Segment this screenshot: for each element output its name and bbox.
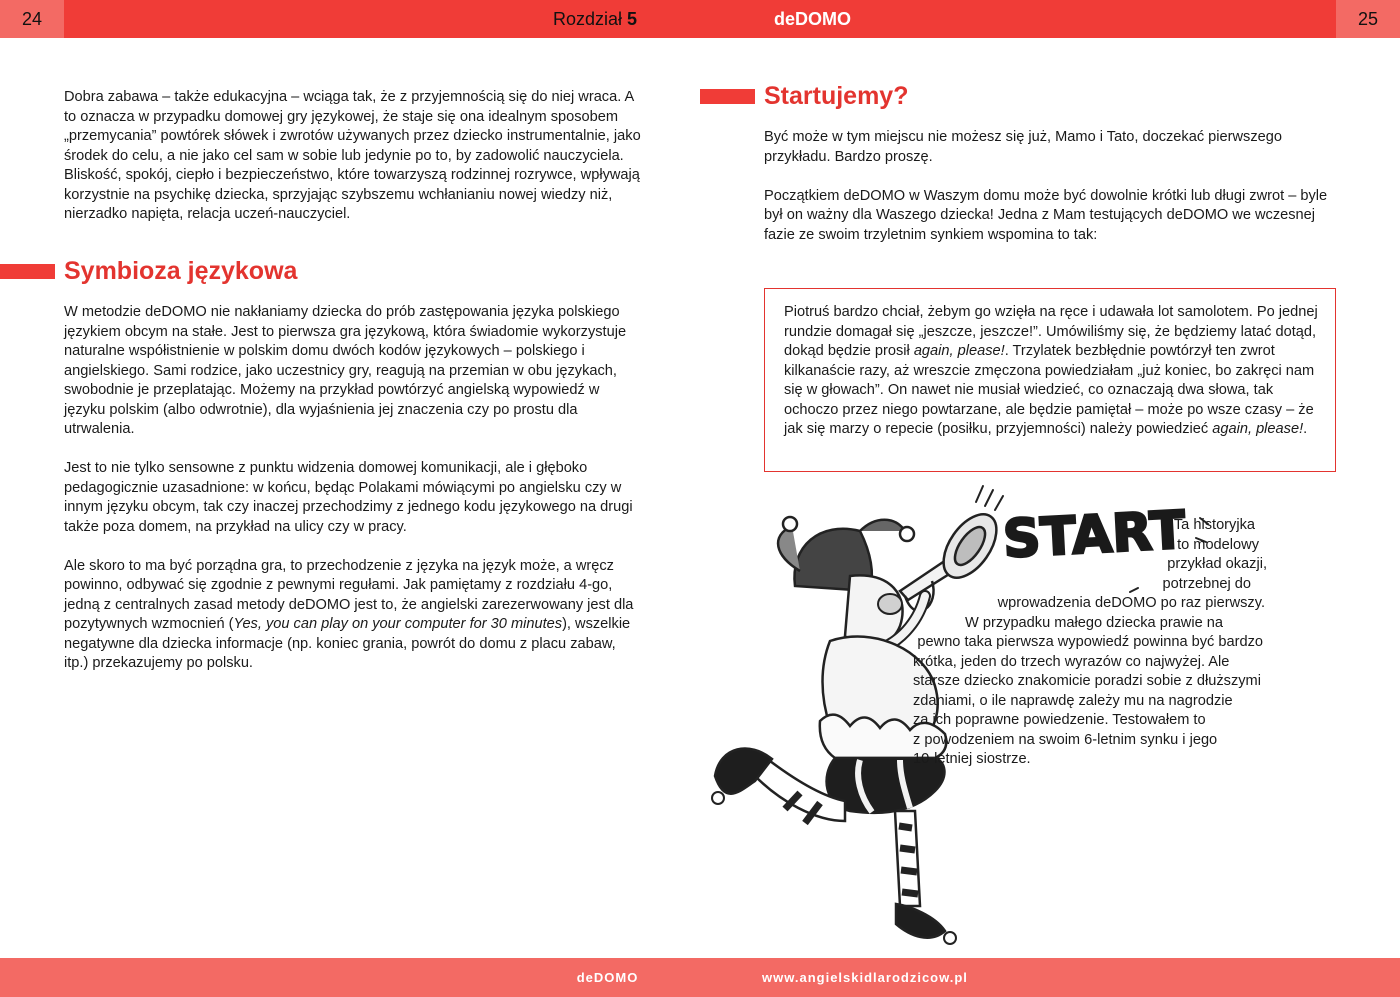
paragraph-symbioza-2: Jest to nie tylko sensowne z punktu widzenia domowej komunikacji, ale i głęboko pedagogicznie uzasadnione: w końcu, będąc Polakami mówiącymi po angielsku czy w innym języku obcym, tak czy inaczej przechodzimy z jednego kodu językowego na drugi także poza domem, na przykład na ulicy czy w pracy. [64, 460, 633, 535]
story-line: wprowadzenia deDOMO po raz pierwszy. [997, 595, 1265, 611]
story-line: krótka, jeden do trzech wyrazów co najwyżej. Ale [913, 653, 1230, 670]
heading-symbioza: Symbioza językowa [64, 257, 298, 285]
story-line: to modelowy [1177, 536, 1259, 553]
intro-paragraph: Dobra zabawa – także edukacyjna – wciąga tak, że z przyjemnością się do niej wraca. A to oznacza w przypadku domowej gry językowej, że staje się ona idealnym sposobem „przemycania” powtórek słówek i zwrotów używanych przez dziecko instrumentalnie, jako środek do celu, a nie jako cel sam w sobie lub jedynie po to, by zadowolić nauczyciela. Bliskość, spokój, ciepło i bezpieczeństwo, które towarzyszą rodzinnej rozrywce, wpływają korzystnie na psychikę dziecka, sprzyjając szybszemu wchłanianiu nowej wiedzy niż, nierzadko napięta, relacja uczeń-nauczyciel. [64, 89, 641, 222]
quote-part-2: . Trzylatek bezbłędnie powtórzył ten zwrot kilkanaście razy, aż wreszcie zmęczona powiedziałam „już koniec, bo zakręci nam się w głowach”. On nawet nie musiał wiedzieć, co oznaczają dwa słowa, tak ochoczo przez niego powtarzane, ale będzie pamiętał – może po wsze czasy – że jak się marzy o repecie (posiłku, przyjemności) należy powiedzieć [784, 343, 1315, 437]
p3-italic: Yes, you can play on your computer for 30 minutes [233, 616, 563, 632]
quote-part-3: . [1303, 421, 1308, 437]
story-line: z powodzeniem na swoim 6-letnim synku i jego [913, 731, 1218, 748]
top-header-bar [0, 0, 1400, 38]
chapter-prefix: Rozdział [552, 9, 627, 29]
story-line: Ta historyjka [1173, 517, 1255, 533]
quote-text [784, 303, 1329, 440]
story-line: potrzebnej do [1162, 575, 1251, 592]
right-body [764, 128, 1339, 245]
footer-brand: deDOMO [576, 970, 639, 985]
paragraph-startujemy-1: Być może w tym miejscu nie możesz się już, Mamo i Tato, doczekać pierwszego przykładu. Bardzo proszę. [764, 129, 1282, 165]
left-body [64, 303, 644, 674]
left-intro [64, 88, 644, 225]
heading-marker-right [700, 89, 755, 104]
quote-part-1: Piotruś bardzo chciał, żebym go wzięła na ręce i udawała lot samolotem. Po jednej rundzie domagał się „jeszcze, jeszcze!”. Umówiliśmy się, że będziemy latać dotąd, dokąd będzie prosił [784, 304, 1318, 359]
chapter-label [530, 0, 660, 38]
story-line: zdaniami, o ile naprawdę zależy mu na nagrodzie [913, 692, 1233, 709]
page-number-right: 25 [1336, 0, 1400, 38]
story-line: za ich poprawne powiedzenie. Testowałem to [913, 712, 1206, 728]
story-line: 10-letniej siostrze. [913, 751, 1031, 767]
paragraph-startujemy-2: Początkiem deDOMO w Waszym domu może być dowolnie krótki lub długi zwrot – byle był on ważny dla Waszego dziecka! Jedna z Mam testujących deDOMO we wczesnej fazie ze swoim trzyletnim synkiem wspomina to tak: [764, 187, 1328, 243]
heading-marker-left [0, 264, 55, 279]
paragraph-symbioza-3 [64, 557, 644, 674]
page-number-left: 24 [0, 0, 64, 38]
footer-bar [0, 958, 1400, 997]
p3-text-b: ), wszelkie negatywne dla dziecka informacje (np. koniec grania, powrót do domu z placu zabaw, itp.) przekazujemy po polsku. [64, 616, 631, 671]
story-text [913, 516, 1333, 770]
story-line: pewno taka pierwsza wypowiedź powinna być bardzo [917, 634, 1263, 650]
chapter-number: 5 [627, 9, 638, 29]
p3-text-a: Ale skoro to ma być porządna gra, to przechodzenie z języka na język może, a wręcz powinno, odbywać się zgodnie z pewnymi regułami. Jak pamiętamy z rozdziału 4-go, jedną z centralnych zasad metody deDOMO jest to, że angielski zarezerwowany jest dla pozytywnych wzmocnień ( [64, 557, 634, 632]
heading-startujemy: Startujemy? [764, 82, 909, 110]
story-line: W przypadku małego dziecka prawie na [965, 614, 1223, 631]
paragraph-symbioza-1: W metodzie deDOMO nie nakłaniamy dziecka do prób zastępowania języka polskiego językiem obcym na stałe. Jest to pierwsza gra językową, która świadomie wykorzystuje naturalne współistnienie w polskim domu dwóch kodów językowych – polskiego i angielskiego. Sami rodzice, jako uczestnicy gry, reagują na przemian w obu językach, swobodnie je przeplatając. Możemy na przykład powtórzyć angielską wypowiedź w języku polskim (albo odwrotnie), dla wyjaśnienia jej znaczenia czy po prostu dla utrwalenia. [64, 304, 627, 437]
header-brand: deDOMO [773, 9, 851, 29]
story-line: starsze dziecko znakomicie poradzi sobie z dłuższymi [913, 673, 1261, 689]
footer-url[interactable]: www.angielskidlarodzicow.pl [762, 970, 968, 985]
start-lettering: START [1001, 500, 1187, 571]
quote-italic-2: again, please! [1212, 421, 1304, 437]
story-line: przykład okazji, [1167, 556, 1267, 572]
quote-italic-1: again, please! [913, 343, 1005, 359]
